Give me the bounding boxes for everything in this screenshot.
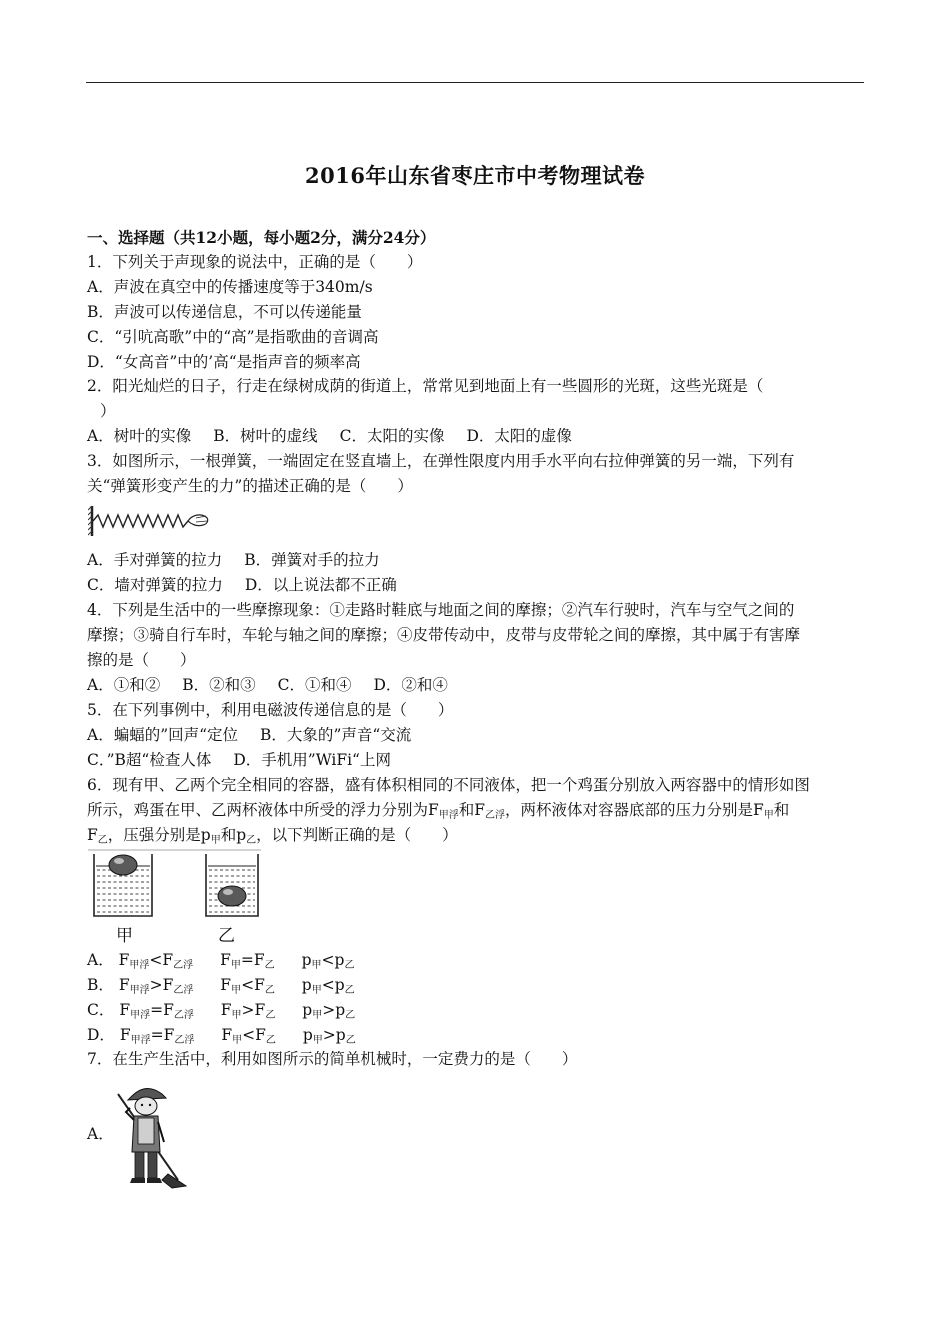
q6-symbol: p: [334, 976, 345, 994]
q6-symbol: F: [162, 976, 174, 994]
q6-symbol: F: [255, 1026, 266, 1044]
q7-stem: 7．在生产生活中，利用如图所示的简单机械时，一定费力的是（ ）: [87, 1050, 578, 1068]
q6-text: F: [87, 826, 98, 844]
q6-subscript: 乙: [265, 1035, 276, 1046]
q6-symbol: F: [118, 951, 130, 969]
q6-option-d: [87, 1025, 356, 1051]
q6-subscript: 甲浮: [130, 1035, 151, 1046]
q2-option-d: D．太阳的虚像: [466, 427, 572, 445]
q6-subscript: 乙浮: [174, 1035, 195, 1046]
q6-text: 和F: [458, 801, 486, 819]
option-label: D．: [87, 1026, 115, 1044]
q4-option-a: A．①和②: [87, 676, 161, 694]
q6-operator: >: [322, 1001, 336, 1019]
q5-option-d: D．手机用”WiFi“上网: [233, 751, 391, 769]
q2-options: [87, 426, 572, 446]
q1-option-c: C．“引吭高歌”中的“高”是指歌曲的音调高: [87, 328, 379, 346]
q6-subscript: 乙浮: [173, 985, 194, 996]
q6-operator: <: [321, 976, 335, 994]
q6-subscript: 甲浮: [129, 985, 150, 996]
q6-symbol: F: [119, 1001, 131, 1019]
q1-option-d: D．“女高音”中的’高“是指声音的频率高: [87, 353, 361, 371]
q6-symbol: p: [302, 1001, 313, 1019]
q3-options-row2: [87, 575, 397, 595]
q6-symbol: F: [254, 976, 265, 994]
q6-symbol: p: [335, 1001, 346, 1019]
q6-operator: <: [321, 951, 335, 969]
q3-options-row1: [87, 550, 380, 570]
q6-subscript: 乙: [264, 960, 275, 971]
q6-subscript: 甲: [210, 835, 221, 846]
spring-figure: [88, 502, 213, 540]
beaker-label-yi: 乙: [218, 926, 235, 946]
q6-operator: <: [242, 1026, 256, 1044]
option-label: A．: [87, 951, 114, 969]
q6-subscript: 甲浮: [130, 1010, 151, 1021]
q6-operator: >: [149, 976, 163, 994]
q6-symbol: F: [163, 1026, 175, 1044]
beaker-jia: [94, 854, 152, 916]
q6-subscript: 甲: [311, 985, 322, 996]
q6-subscript: 甲: [312, 1035, 323, 1046]
q5-options-row1: [87, 725, 411, 745]
q6-subscript: 甲浮: [438, 810, 459, 821]
q6-text: 所示，鸡蛋在甲、乙两杯液体中所受的浮力分别为F: [87, 801, 439, 819]
q3-option-b: B．弹簧对手的拉力: [244, 551, 380, 569]
q4-stem-line1: 4．下列是生活中的一些摩擦现象：①走路时鞋底与地面之间的摩擦；②汽车行驶时，汽车与空气之间的: [87, 601, 795, 619]
q6-subscript: 甲: [231, 1010, 242, 1021]
q6-subscript: 乙浮: [485, 810, 506, 821]
sweeping-person-figure: [112, 1082, 190, 1190]
q6-text: ，两杯液体对容器底部的压力分别是F: [505, 801, 764, 819]
q3-stem-line2: 关“弹簧形变产生的力”的描述正确的是（ ）: [87, 477, 413, 495]
beaker-yi: [206, 854, 258, 916]
q3-stem-line1: 3．如图所示，一根弹簧，一端固定在竖直墙上，在弹性限度内用手水平向右拉伸弹簧的另一端，下列有: [87, 452, 795, 470]
q6-subscript: 乙: [345, 1010, 356, 1021]
q1-option-a: A．声波在真空中的传播速度等于340m/s: [87, 278, 373, 296]
option-label: C．: [87, 1001, 115, 1019]
q6-option-c: [87, 1000, 355, 1026]
q6-subscript: 甲浮: [129, 960, 150, 971]
q4-stem-line2: 摩擦；③骑自行车时，车轮与轴之间的摩擦；④皮带传动中，皮带与皮带轮之间的摩擦，其中属于有害摩: [87, 626, 801, 644]
q7-option-a-label: A．: [87, 1125, 114, 1143]
q6-symbol: F: [220, 1001, 232, 1019]
section-heading: 一、选择题（共12小题，每小题2分，满分24分）: [87, 228, 436, 247]
header-rule: [86, 82, 864, 83]
q6-symbol: p: [335, 1026, 346, 1044]
q6-subscript: 甲: [230, 960, 241, 971]
q6-operator: <: [149, 951, 163, 969]
q6-stem-line2: [87, 800, 789, 826]
q6-subscript: 甲: [763, 810, 774, 821]
q6-subscript: 乙浮: [173, 960, 194, 971]
q6-operator: >: [241, 1001, 255, 1019]
q6-symbol: F: [254, 1001, 266, 1019]
q6-symbol: p: [301, 976, 312, 994]
q4-option-b: B．②和③: [182, 676, 256, 694]
q2-stem-line1: 2．阳光灿烂的日子，行走在绿树成荫的街道上，常常见到地面上有一些圆形的光斑，这些光斑是（: [87, 377, 764, 395]
q4-stem-line3: 擦的是（ ）: [87, 651, 196, 669]
q6-subscript: 乙: [246, 835, 257, 846]
q2-option-c: C．太阳的实像: [339, 427, 445, 445]
q5-option-b: B．大象的”声音“交流: [260, 726, 412, 744]
q6-subscript: 乙浮: [173, 1010, 194, 1021]
beaker-label-jia: 甲: [116, 926, 133, 946]
q6-text: ，以下判断正确的是（ ）: [256, 826, 458, 844]
q6-text: ，压强分别是p: [107, 826, 211, 844]
q5-stem: 5．在下列事例中，利用电磁波传递信息的是（ ）: [87, 701, 454, 719]
q3-option-c: C．墙对弹簧的拉力: [87, 576, 223, 594]
q6-stem-line1: 6．现有甲、乙两个完全相同的容器，盛有体积相同的不同液体，把一个鸡蛋分别放入两容器中的情形如图: [87, 776, 810, 794]
q6-subscript: 乙: [345, 1035, 356, 1046]
q6-subscript: 乙: [97, 835, 108, 846]
q6-subscript: 乙: [344, 985, 355, 996]
q6-operator: >: [322, 1026, 336, 1044]
q6-operator: =: [150, 1026, 164, 1044]
q6-subscript: 甲: [232, 1035, 243, 1046]
q6-operator: =: [150, 1001, 164, 1019]
page-title: 2016年山东省枣庄市中考物理试卷: [305, 163, 645, 188]
q6-text: 和p: [220, 826, 247, 844]
q6-symbol: F: [119, 1026, 131, 1044]
q6-symbol: F: [253, 951, 265, 969]
q6-symbol: p: [301, 951, 312, 969]
q2-option-b: B．树叶的虚线: [213, 427, 318, 445]
q6-subscript: 甲: [231, 985, 242, 996]
q4-option-c: C．①和④: [277, 676, 352, 694]
q6-symbol: F: [220, 951, 231, 969]
q4-option-d: D．②和④: [373, 676, 448, 694]
q6-subscript: 乙: [264, 985, 275, 996]
q2-stem-line2: ）: [100, 402, 116, 420]
q1-stem: 1．下列关于声现象的说法中，正确的是（ ）: [87, 253, 423, 271]
q6-symbol: F: [162, 951, 174, 969]
q5-option-a: A．蝙蝠的”回声“定位: [87, 726, 239, 744]
option-label: B．: [87, 976, 114, 994]
q6-option-a: [87, 950, 354, 976]
q6-symbol: p: [334, 951, 345, 969]
q4-options: [87, 675, 448, 695]
beakers-figure: [86, 848, 266, 948]
q3-option-a: A．手对弹簧的拉力: [87, 551, 223, 569]
q6-text: 和: [773, 801, 790, 819]
q2-option-a: A．树叶的实像: [87, 427, 192, 445]
q6-symbol: F: [118, 976, 130, 994]
q6-symbol: F: [221, 1026, 233, 1044]
q6-subscript: 甲: [311, 960, 322, 971]
q6-symbol: p: [302, 1026, 313, 1044]
q3-option-d: D．以上说法都不正确: [244, 576, 397, 594]
q6-symbol: F: [220, 976, 232, 994]
q5-options-row2: [87, 750, 391, 770]
q6-operator: =: [240, 951, 254, 969]
q1-option-b: B．声波可以传递信息，不可以传递能量: [87, 303, 362, 321]
q6-option-b: [87, 975, 355, 1001]
q6-operator: <: [241, 976, 255, 994]
q6-subscript: 乙: [265, 1010, 276, 1021]
q6-subscript: 乙: [344, 960, 355, 971]
q6-symbol: F: [163, 1001, 174, 1019]
q6-subscript: 甲: [312, 1010, 323, 1021]
q5-option-c: C．”B超“检查人体: [87, 751, 212, 769]
